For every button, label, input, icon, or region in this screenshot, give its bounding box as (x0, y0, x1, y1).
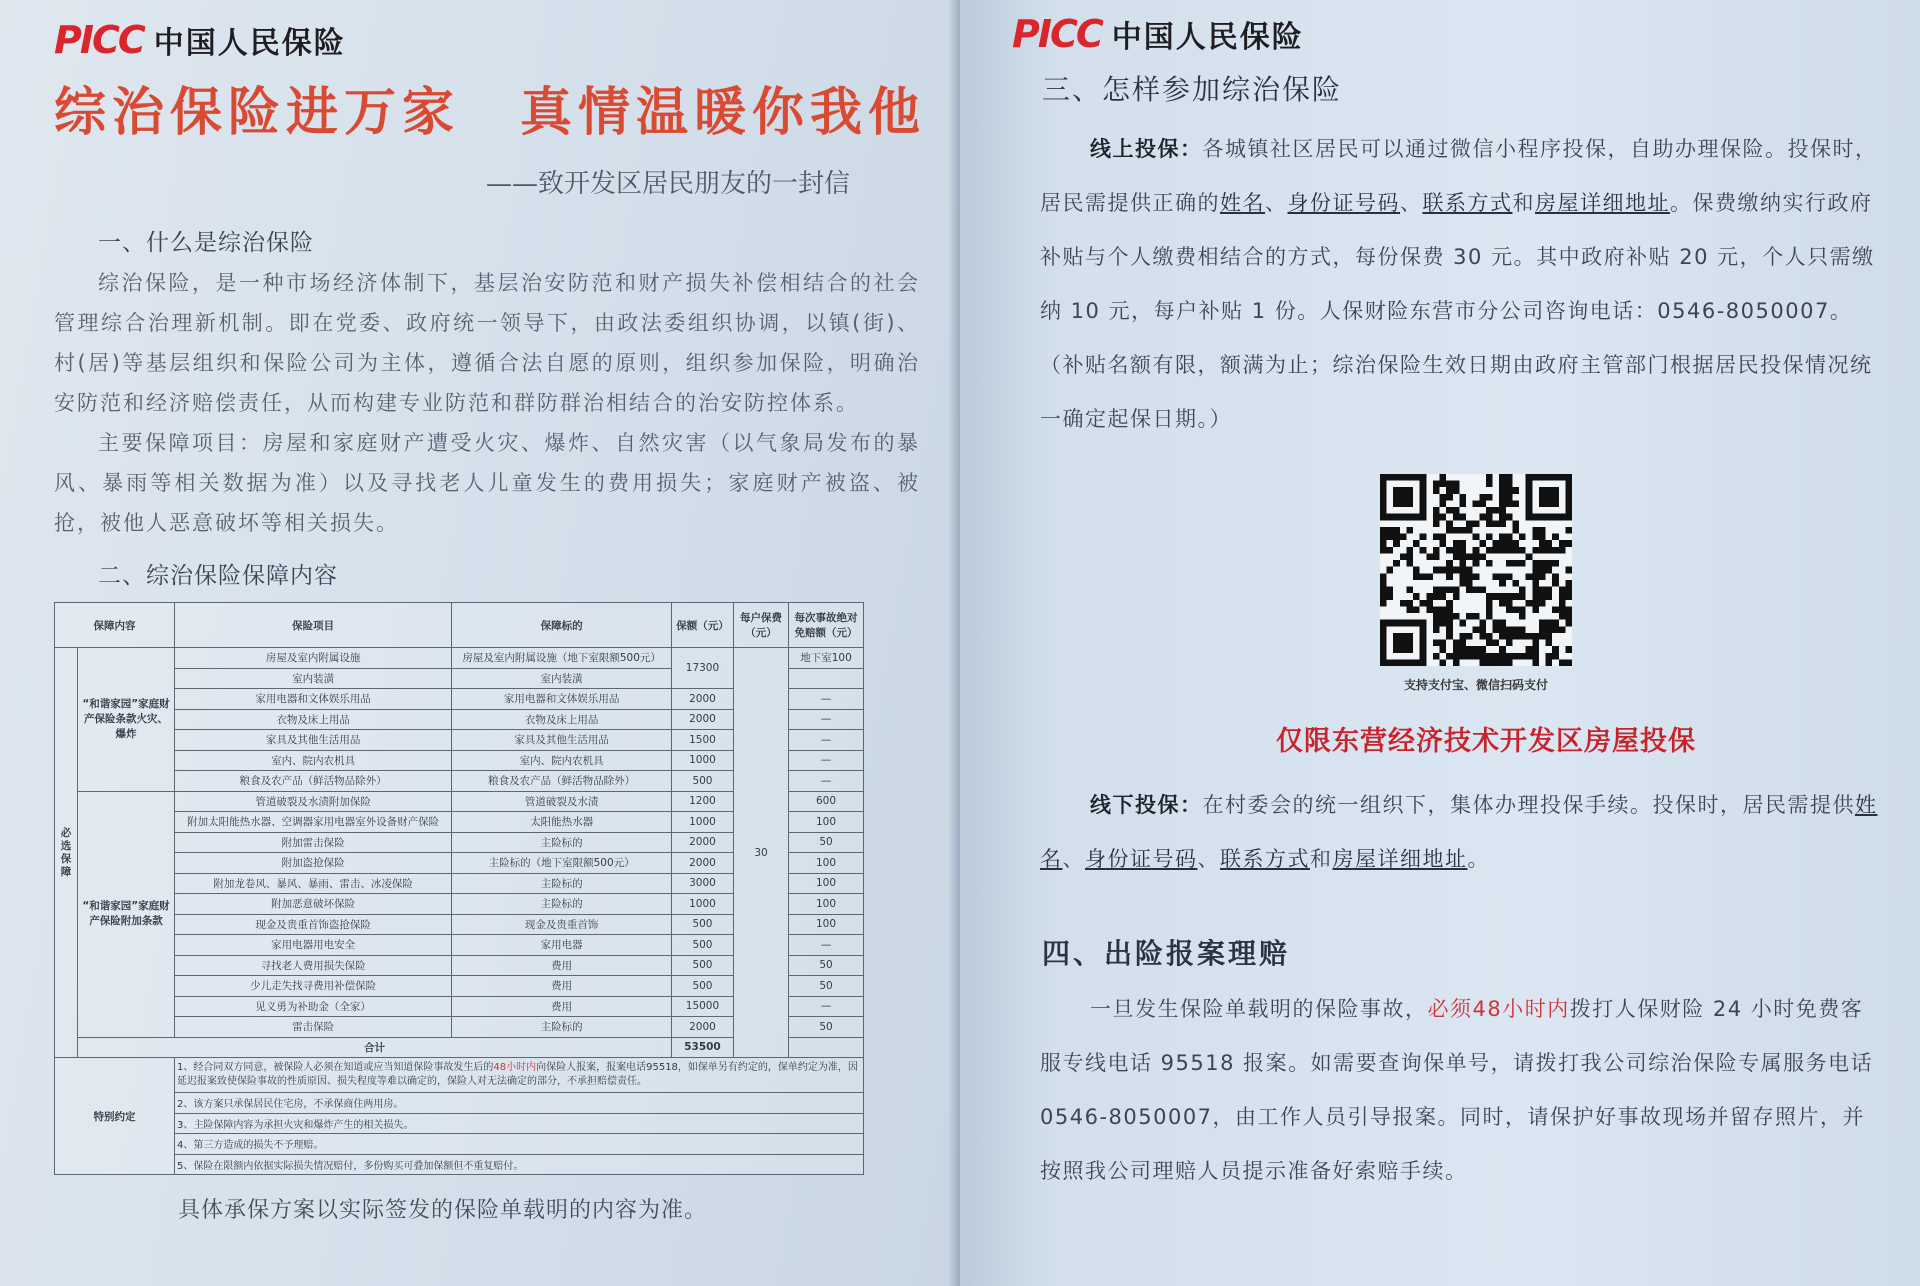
online-paragraph (1040, 122, 1880, 446)
col-header: 每户保费（元） (734, 603, 789, 648)
cell-target: 主险标的 (452, 832, 672, 853)
section-1-paragraph-1: 综治保险，是一种市场经济体制下，基层治安防范和财产损失补偿相结合的社会管理综合治理新机制。即在党委、政府统一领导下，由政法委组织协调，以镇(街)、村(居)等基层组织和保险公司为主体，遵循合法自愿的原则，组织参加保险，明确治安防范和经济赔偿责任，从而构建专业防范和群防群治相结合的治安防控体系。 (54, 271, 920, 415)
qr-block (1380, 474, 1572, 693)
cell-target: 费用 (452, 996, 672, 1017)
total-amount: 53500 (671, 1037, 733, 1058)
cell-amount: 1000 (671, 812, 733, 833)
conjunction: 和 (1512, 191, 1535, 215)
cell-target: 主险标的 (452, 894, 672, 915)
claim-text-2: 拨打人保财险 24 小时免费客服专线电话 95518 报案。如需要查询保单号，请拨打我公司综治保险专属服务电话 0546-8050007，由工作人员引导报案。同时，请保护好事故现场并留存照片，并按照我公司理赔人员提示准备好索赔手续。 (1040, 997, 1874, 1183)
cell-deduct (789, 668, 864, 689)
cell-target: 房屋及室内附属设施（地下室限额500元） (452, 648, 672, 669)
cell-item: 粮食及农产品（鲜活物品除外） (175, 771, 452, 792)
cell-deduct: 地下室100 (789, 648, 864, 669)
cell-item: 室内装潢 (175, 668, 452, 689)
cell-deduct: 50 (789, 832, 864, 853)
field-contact: 联系方式 (1422, 191, 1513, 215)
special-note-3: 3、主险保障内容为承担火灾和爆炸产生的相关损失。 (175, 1113, 864, 1134)
cell-target: 主险标的 (452, 873, 672, 894)
cell-deduct: 50 (789, 955, 864, 976)
cell-amount: 2000 (671, 853, 733, 874)
cell-deduct: 600 (789, 791, 864, 812)
cell-target: 室内、院内农机具 (452, 750, 672, 771)
cell-deduct: — (789, 750, 864, 771)
col-header: 保额（元） (671, 603, 733, 648)
claim-paragraph (1040, 982, 1880, 1198)
cell-deduct: 100 (789, 914, 864, 935)
cell-target: 现金及贵重首饰 (452, 914, 672, 935)
table-row (55, 648, 864, 669)
cell-item: 衣物及床上用品 (175, 709, 452, 730)
claim-text-1: 一旦发生保险单载明的保险事故， (1090, 997, 1428, 1021)
conjunction: 和 (1310, 847, 1333, 871)
cell-target: 家具及其他生活用品 (452, 730, 672, 751)
cell-amount: 2000 (671, 1017, 733, 1038)
picc-logo: PICC (54, 18, 144, 62)
field-address: 房屋详细地址 (1535, 191, 1670, 215)
period: 。 (1467, 847, 1490, 871)
cell-amount: 17300 (671, 648, 733, 689)
cell-deduct: 100 (789, 894, 864, 915)
cell-item: 附加盗抢保险 (175, 853, 452, 874)
cell-amount: 500 (671, 771, 733, 792)
cell-target: 费用 (452, 955, 672, 976)
cell-deduct: — (789, 935, 864, 956)
group-2-label: “和谐家园”家庭财产保险附加条款 (78, 791, 175, 1037)
cell-target: 太阳能热水器 (452, 812, 672, 833)
section-1-title: 一、什么是综治保险 (98, 230, 314, 256)
col-header: 每次事故绝对免赔额（元） (789, 603, 864, 648)
special-note-2: 2、该方案只承保居民住宅房，不承保商住两用房。 (175, 1093, 864, 1114)
cell-item: 附加雷击保险 (175, 832, 452, 853)
online-label: 线上投保： (1090, 137, 1203, 161)
special-row (55, 1113, 864, 1134)
cell-amount: 15000 (671, 996, 733, 1017)
company-name: 中国人民保险 (1111, 20, 1304, 55)
cell-amount: 500 (671, 976, 733, 997)
headline-part-1: 综治保险进万家 (54, 82, 461, 143)
eligibility-notice: 仅限东营经济技术开发区房屋投保 (1276, 726, 1696, 757)
cell-deduct: 100 (789, 812, 864, 833)
cell-amount: 1000 (671, 894, 733, 915)
field-id-number: 身份证号码 (1085, 847, 1198, 871)
cell-target: 衣物及床上用品 (452, 709, 672, 730)
separator: 、 (1400, 191, 1423, 215)
online-text-2: 。保费缴纳实行政府补贴与个人缴费相结合的方式，每份保费 30 元。其中政府补贴 20 元，个人只需缴纳 10 元，每户补贴 1 份。人保财险东营市分公司咨询电话：0546-8050007。（补贴名额有限，额满为止；综治保险生效日期由政府主管部门根据居民投保情况统一确定起保日期。） (1040, 191, 1875, 431)
cell-item: 家用电器和文体娱乐用品 (175, 689, 452, 710)
offline-text-1: 在村委会的统一组织下，集体办理投保手续。投保时，居民需提供 (1202, 793, 1855, 817)
left-logo-row (54, 18, 920, 62)
cell-amount: 500 (671, 935, 733, 956)
section-2-title: 二、综治保险保障内容 (98, 563, 338, 589)
cell-item: 室内、院内农机具 (175, 750, 452, 771)
cell-item: 附加恶意破坏保险 (175, 894, 452, 915)
cell-amount: 500 (671, 914, 733, 935)
offline-label: 线下投保： (1090, 793, 1203, 817)
cell-item: 家用电器用电安全 (175, 935, 452, 956)
separator: 、 (1062, 847, 1085, 871)
cell-deduct: — (789, 709, 864, 730)
field-name: 姓名 (1220, 191, 1265, 215)
cell-item: 管道破裂及水渍附加保险 (175, 791, 452, 812)
coverage-table (54, 602, 864, 1175)
headline (54, 70, 927, 145)
col-header: 保障内容 (55, 603, 175, 648)
cell-deduct: — (789, 730, 864, 751)
total-label: 合计 (78, 1037, 672, 1058)
cell-target: 主险标的（地下室限额500元） (452, 853, 672, 874)
picc-logo: PICC (1012, 12, 1102, 56)
cell-target: 费用 (452, 976, 672, 997)
cell-amount: 2000 (671, 709, 733, 730)
cell-deduct: — (789, 771, 864, 792)
special-note-1-c: 向保险人报案，报案电话95518，如保单另有约定的，保单约定为准，因延迟报案致使保险事故的性质原因、损失程度等难以确定的，保险人对无法确定的部分，不承担赔偿责任。 (177, 1062, 858, 1087)
cell-item: 见义勇为补助金（全家） (175, 996, 452, 1017)
cell-item: 房屋及室内附属设施 (175, 648, 452, 669)
cell-deduct: 100 (789, 853, 864, 874)
special-note-5: 5、保险在限额内依据实际损失情况赔付，多份购买可叠加保额但不重复赔付。 (175, 1154, 864, 1175)
cell-target: 管道破裂及水渍 (452, 791, 672, 812)
special-note-1 (175, 1058, 864, 1093)
offline-paragraph (1040, 778, 1880, 886)
letter-subtitle: ——致开发区居民朋友的一封信 (485, 169, 850, 199)
cell-amount: 2000 (671, 832, 733, 853)
cell-deduct: — (789, 689, 864, 710)
online-text-1: 各城镇社区居民可以通过微信小程序投保，自助办理保险。投保时，居民需提供正确的 (1040, 137, 1878, 215)
cell-premium: 30 (734, 648, 789, 1058)
right-logo-row (1012, 12, 1880, 56)
cell-target: 粮食及农产品（鲜活物品除外） (452, 771, 672, 792)
cell-amount: 1500 (671, 730, 733, 751)
cell-deduct: — (789, 996, 864, 1017)
separator: 、 (1265, 191, 1288, 215)
field-id-number: 身份证号码 (1287, 191, 1400, 215)
separator: 、 (1197, 847, 1220, 871)
cell-deduct: 50 (789, 976, 864, 997)
field-name: 姓名 (1040, 793, 1878, 871)
footnote: 具体承保方案以实际签发的保险单载明的内容为准。 (178, 1198, 708, 1223)
col-header: 保险项目 (175, 603, 452, 648)
cell-item: 附加龙卷风、暴风、暴雨、雷击、冰凌保险 (175, 873, 452, 894)
field-address: 房屋详细地址 (1332, 847, 1468, 871)
cell-amount: 1200 (671, 791, 733, 812)
special-row (55, 1134, 864, 1155)
cell-amount: 3000 (671, 873, 733, 894)
cell-target: 家用电器和文体娱乐用品 (452, 689, 672, 710)
cell-item: 现金及贵重首饰盗抢保险 (175, 914, 452, 935)
cell-item: 雷击保险 (175, 1017, 452, 1038)
right-page (960, 0, 1920, 1286)
special-label: 特别约定 (55, 1058, 175, 1175)
cell-amount: 2000 (671, 689, 733, 710)
cell-item: 附加太阳能热水器、空调器家用电器室外设备财产保险 (175, 812, 452, 833)
side-label: 必选保障 (55, 648, 78, 1058)
special-note-4: 4、第三方造成的损失不予理赔。 (175, 1134, 864, 1155)
cell-target: 主险标的 (452, 1017, 672, 1038)
special-row (55, 1154, 864, 1175)
cell-target: 室内装潢 (452, 668, 672, 689)
cell-target: 家用电器 (452, 935, 672, 956)
group-1-label: “和谐家园”家庭财产保险条款火灾、爆炸 (78, 648, 175, 792)
special-note-1-a: 1、经合同双方同意，被保险人必须在知道或应当知道保险事故发生后的 (177, 1062, 494, 1073)
claim-deadline: 必须48小时内 (1427, 997, 1570, 1021)
cell-amount: 500 (671, 955, 733, 976)
cell-deduct: 50 (789, 1017, 864, 1038)
col-header: 保障标的 (452, 603, 672, 648)
qr-caption: 支持支付宝、微信扫码支付 (1403, 678, 1548, 692)
cell-item: 家具及其他生活用品 (175, 730, 452, 751)
table-header-row (55, 603, 864, 648)
cell-item: 寻找老人费用损失保险 (175, 955, 452, 976)
special-row (55, 1093, 864, 1114)
cell-item: 少儿走失找寻费用补偿保险 (175, 976, 452, 997)
field-contact: 联系方式 (1220, 847, 1310, 871)
cell-deduct (789, 1037, 864, 1058)
section-1-paragraph-2: 主要保障项目：房屋和家庭财产遭受火灾、爆炸、自然灾害（以气象局发布的暴风、暴雨等相关数据为准）以及寻找老人儿童发生的费用损失；家庭财产被盗、被抢，被他人恶意破坏等相关损失。 (54, 431, 920, 535)
cell-deduct: 100 (789, 873, 864, 894)
company-name: 中国人民保险 (153, 26, 346, 61)
headline-part-2: 真情温暖你我他 (520, 82, 927, 143)
section-3-title: 三、怎样参加综治保险 (1042, 73, 1343, 106)
cell-amount: 1000 (671, 750, 733, 771)
special-row (55, 1058, 864, 1093)
section-4-title: 四、出险报案理赔 (1042, 937, 1291, 970)
qr-code-icon[interactable] (1380, 474, 1572, 666)
special-note-1-red: 48小时内 (493, 1062, 537, 1073)
